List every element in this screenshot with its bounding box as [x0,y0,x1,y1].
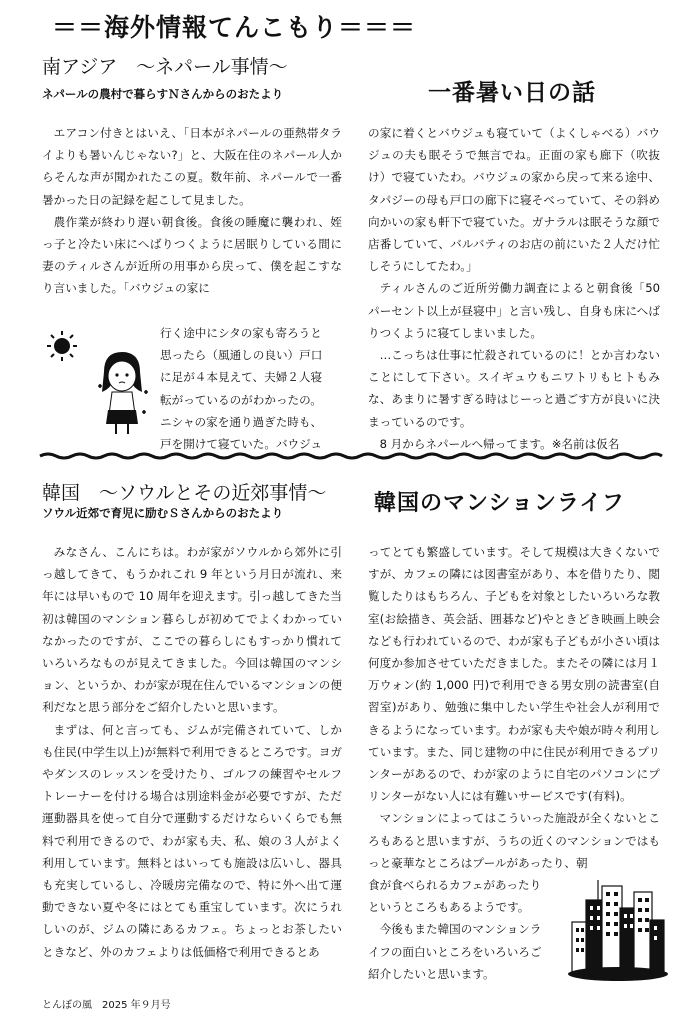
nepal-subtitle: ネパールの農村で暮らすＮさんからのおたより [42,87,284,101]
nepal-column-1 [42,122,342,300]
korea-headline: 韓国のマンションライフ [374,491,625,516]
nepal-headline: 一番暑い日の話 [428,80,596,106]
korea-col2-paragraph: ってとても繁盛しています。そして規模は大きくないですが、カフェの隣には図書室があり、本を借りたり、閲覧したりはもちろん、子どもを対象としたいろいろな教室(お絵描き、英会話、囲碁など)やときどき映画上映会なども行われているので、わが家も子どもが小さい頃は何度か参加させていただきました。またその隣には月１万ウォン(約 1,000 円)で利用できる男女別の読書室(自習室)があり、勉強に集中したい学生や社会人が利用できるようになっています。わが家も夫や娘が時々利用しています。また、同じ建物の中に住民が利用できるプリンターがあるので、わが家のように自宅のパソコンにプリンターがない人には有難いサービスです(有料)。 [368,545,660,804]
korea-col2-wrapped-text [368,874,564,985]
korea-col2-paragraph: マンションによってはこういった施設が全くないところもあると思いますが、うちの近くのマンションではもっと豪華なところはプールがあったり、朝 [368,811,660,870]
wrapped-line: 転がっているのがわかったの。 [160,392,322,407]
wrapped-line: 紹介したいと思います。 [368,966,495,981]
wrapped-line: ニシャの家を通り過ぎた時も、 [160,414,323,429]
korea-column-1 [42,541,342,963]
nepal-col2-paragraph: の家に着くとバウジュも寝ていて（よくしゃべる）バウジュの夫も眠そうで無言でね。正面の家も廊下（吹抜け）で寝ていたわ。バウジュの家から戻って来る途中、タパジーの母も戸口の廊下に寝そべっていて、その斜め向かいの家も軒下で寝ていた。ガナラルは眠そうな顔で店番していて、バルバティのお店の前にいた２人だけ忙しそうにしてたわ。」 [368,126,660,274]
wrapped-line: 思ったら（風通しの良い）戸口 [160,348,323,363]
nepal-col1-wrapped-text [160,322,344,455]
sweating-girl-illustration [42,330,157,440]
korea-col1-paragraph: まずは、何と言っても、ジムが完備されていて、しかも住民(中学生以上)が無料で利用できるところです。ヨガやダンスのレッスンを受けたり、ゴルフの練習やセルフトレーナーを付ける場合は別途料金が必要ですが、ただ運動器具を使って自分で運動するだけならいくらでも無料で利用できるので、わが家も夫、私、娘の３人がよく利用しています。無料とはいっても施設は広いし、器具も充実しているし、冷暖房完備なので、特に外へ出て運動できない夏や冬にはとても重宝しています。次にうれしいのが、ジムの隣にあるカフェ。ちょっとお茶したいときなど、外のカフェよりは低価格で利用できるとあ [42,722,342,959]
sun-icon [47,331,77,361]
wrapped-line: というところもあるようです。 [368,900,530,915]
issue-footer: とんぼの風 2025 年９月号 [42,1000,171,1011]
nepal-column-2 [368,122,660,455]
wrapped-line: 今後もまた韓国のマンションラ [368,922,542,937]
korea-column-2 [368,541,660,874]
wrapped-line: 行く途中にシタの家も寄ろうと [160,326,322,340]
korea-col1-paragraph: みなさん、こんにちは。わが家がソウルから郊外に引っ越してきて、もうかれこれ 9 年という月日が流れ、来年には早いもので 10 周年を迎えます。引っ越してきた当初は韓国のマンション暮らしが初めてでよくわかっていなかったのですが、ここでの暮らしにもすっかり慣れていろいろなものが見えてきました。今回は韓国のマンション、というか、わが家が現在住んでいるマンションの便利だなと思う部分をご紹介したいと思います。 [42,545,342,715]
section-divider [40,452,662,460]
girl-icon [98,352,148,434]
nepal-region-title: 南アジア ～ネパール事情～ [42,56,288,78]
korea-region-title: 韓国 ～ソウルとその近郊事情～ [42,482,327,504]
wrapped-line: イフの面白いところをいろいろご [368,944,542,959]
nepal-col1-paragraph: 農作業が終わり遅い朝食後。食後の睡魔に襲われ、姪っ子と冷たい床にへばりつくように居眠りしている間に妻のティルさんが近所の用事から戻って、僕を起こすなり言いました。「バウジュの家に [42,214,342,296]
nepal-col2-paragraph: …こっちは仕事に忙殺されているのに！とか言わないことにして下さい。スイギュウもニワトリもヒトもみな、あまりに暑すぎる時はじーっと過ごす方が良いに決まっているのです。 [368,348,660,429]
masthead-title: ＝＝海外情報てんこもり＝＝＝ [52,13,417,42]
wrapped-line: に足が４本見えて、夫婦２人寝 [160,370,323,385]
wrapped-line: 食が食べられるカフェがあったり [368,878,542,892]
wrapped-line: 戸を開けて寝ていた。バウジュ [160,437,323,452]
city-buildings-illustration [568,880,668,982]
nepal-col1-paragraph: エアコン付きとはいえ、「日本がネパールの亜熱帯タライよりも暑いんじゃない?」と、大阪在住のネパール人からそんな声が聞かれたこの夏。数年前、ネパールで一番暑かった日の記録を起こして見ました。 [42,126,342,207]
nepal-col2-paragraph: 8 月からネパールへ帰ってます。※名前は仮名 [379,436,620,451]
korea-subtitle: ソウル近郊で育児に励むＳさんからのおたより [42,506,284,520]
nepal-col2-paragraph: ティルさんのご近所労働力調査によると朝食後「50 パーセント以上が昼寝中」と言い残し、自身も床にへばりつくように寝てしまいました。 [368,281,660,340]
